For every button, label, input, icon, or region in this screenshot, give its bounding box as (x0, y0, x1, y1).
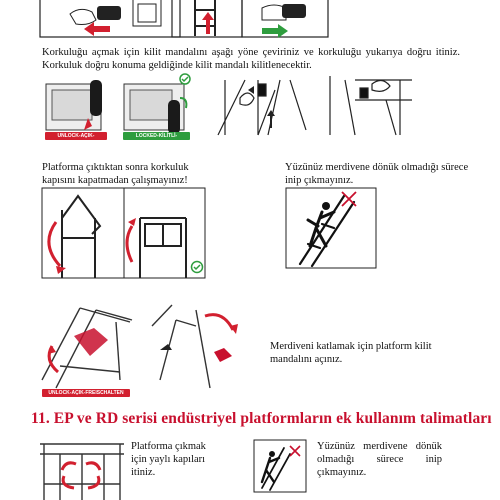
gate-warning-text: Platforma çıktıktan sonra korkuluk kapısını kapatmadan çalışmayınız! (42, 162, 189, 186)
latch-instruction-text: Korkuluğu açmak için kilit mandalını aşağı yöne çeviriniz ve korkuluğu yukarıya doğru itiniz. Korkuluk doğru konuma geldiğinde kilit mandalı kilitlenecektir. (42, 47, 460, 71)
face-ladder-text-2: Yüzünüz merdivene dönük olmadığı sürece inip çıkmayınız. (317, 441, 442, 478)
spring-gate-text: Platforma çıkmak için yaylı kapıları itiniz. (131, 441, 206, 478)
unlock-label-1: UNLOCK-AÇIK-FREISCHALTEN (45, 132, 107, 140)
top-illustrations (0, 0, 500, 42)
top-figure-strip (0, 0, 500, 42)
climb-figure-box-2 (254, 440, 314, 500)
section-heading: 11. EP ve RD serisi endüstriyel platformların ek kullanım talimatları (31, 410, 492, 427)
fold-instruction-text: Merdiveni katlamak için platform kilit mandalını açınız. (270, 341, 432, 365)
gate-illustrations (0, 188, 500, 288)
unlock-label-2: UNLOCK-AÇIK-FREISCHALTEN (42, 389, 130, 397)
face-ladder-text-1: Yüzünüz merdivene dönük olmadığı sürece inip çıkmayınız. (285, 162, 469, 186)
locked-label: LOCKED-KİLİTLİ-VERSCHLOSSEN (123, 132, 190, 140)
